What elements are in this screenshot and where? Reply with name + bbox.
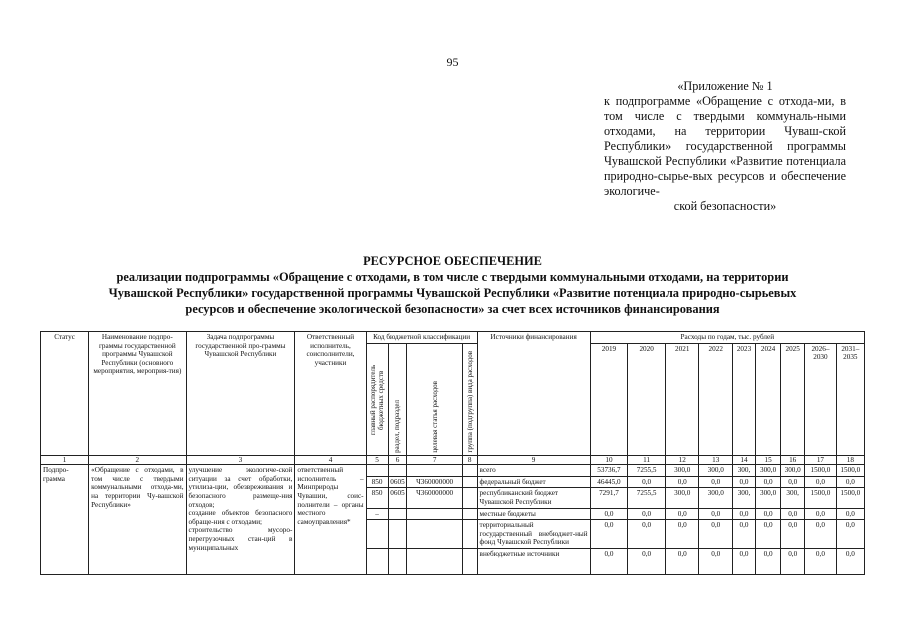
code-cell [462,476,477,488]
header-code-sub1: главный распорядитель бюджетных средств [366,343,388,455]
value-cell: 300,0 [756,488,781,508]
header-year: 2019 [590,343,628,455]
value-cell: 1500,0 [805,488,836,508]
value-cell: 0,0 [756,548,781,574]
table-row [41,465,865,477]
document-title [40,253,865,317]
column-number: 9 [477,455,590,465]
status-cell: Подпро-грамма [41,465,89,575]
value-cell: 0,0 [781,548,805,574]
appendix-last-line: ской безопасности» [673,199,777,213]
column-number: 14 [732,455,755,465]
task-line-2: создание объектов безопасного обраще-ния с отходами; [188,509,293,526]
value-cell: 0,0 [756,476,781,488]
header-year: 2021 [665,343,699,455]
column-number: 3 [186,455,295,465]
code-cell [366,520,388,549]
header-budget-code: Код бюджетной классификации [366,332,477,344]
value-cell: 0,0 [590,520,628,549]
source-cell: всего [477,465,590,477]
code-cell: 0605 [388,488,407,508]
header-sources: Источники финансирования [477,332,590,456]
code-cell [366,465,388,477]
code-cell [388,508,407,520]
code-cell [462,548,477,574]
code-cell [366,548,388,574]
code-cell [462,465,477,477]
value-cell: 0,0 [590,548,628,574]
header-year: 2025 [781,343,805,455]
source-cell: внебюджетные источники [477,548,590,574]
value-cell: 0,0 [805,476,836,488]
value-cell: 0,0 [732,476,755,488]
code-cell: 0605 [388,476,407,488]
header-year: 2031–2035 [836,343,864,455]
value-cell: 300,0 [781,465,805,477]
code-cell [388,520,407,549]
header-status: Статус [41,332,89,456]
value-cell: 0,0 [805,508,836,520]
value-cell: 0,0 [756,508,781,520]
value-cell: 0,0 [665,520,699,549]
source-cell: территориальный государственный внебюджет-ный фонд Чувашской Республики [477,520,590,549]
value-cell: 1500,0 [836,488,864,508]
source-cell: республиканский бюджет Чувашской Республики [477,488,590,508]
value-cell: 0,0 [628,508,666,520]
value-cell: 53736,7 [590,465,628,477]
value-cell: 0,0 [756,520,781,549]
column-number: 17 [805,455,836,465]
header-name: Наименование подпро-граммы государственной программы Чувашской Республики (основного мероприятия, мероприя-тия) [89,332,186,456]
value-cell: 0,0 [805,548,836,574]
code-cell: Ч360000000 [407,488,462,508]
code-cell [407,548,462,574]
header-code-sub2: раздел, подраздел [388,343,407,455]
value-cell: 0,0 [781,508,805,520]
title-main: РЕСУРСНОЕ ОБЕСПЕЧЕНИЕ [363,254,542,268]
column-number: 7 [407,455,462,465]
value-cell: 0,0 [732,548,755,574]
source-cell: местные бюджеты [477,508,590,520]
code-cell: – [366,508,388,520]
code-cell [462,520,477,549]
value-cell: 0,0 [781,520,805,549]
header-executor: Ответственный исполнитель, соисполнители, участники [295,332,366,456]
header-year: 2022 [699,343,733,455]
column-number: 5 [366,455,388,465]
title-line-1: реализации подпрограммы «Обращение с отходами, в том числе с твердыми коммунальными отходами, на территории [116,270,789,284]
column-number: 2 [89,455,186,465]
executor-cell: ответственный исполнитель – Минприроды Чувашии, соис-полнители – органы местного самоуправления* [295,465,366,575]
program-name-cell: «Обращение с отходами, в том числе с твердыми коммунальными отхода-ми, на территории Чу-вашской Республики» [89,465,186,575]
value-cell: 0,0 [732,508,755,520]
task-line-1: улучшение экологиче-ской ситуации за счет обработки, утилиза-ции, обезвреживания и безопасного размеще-ния отходов; [188,466,293,509]
value-cell: 0,0 [836,548,864,574]
column-number: 10 [590,455,628,465]
task-line-3: строительство мусоро-перегрузочных стан-ций в муниципальных [188,526,293,552]
header-task: Задача подпрограммы государственной про-граммы Чувашской Республики [186,332,295,456]
code-cell [388,548,407,574]
title-line-2: Чувашской Республики» государственной программы Чувашской Республики «Развитие потенциала природно-сырьевых [108,286,797,300]
column-number-row [41,455,865,465]
page-number: 95 [446,55,459,69]
code-cell [462,488,477,508]
value-cell: 0,0 [699,476,733,488]
appendix-heading: «Приложение № 1 [677,79,773,93]
value-cell: 300,0 [665,465,699,477]
column-number: 13 [699,455,733,465]
value-cell: 0,0 [628,520,666,549]
header-code-sub3: целевая статья расходов [407,343,462,455]
value-cell: 300,0 [699,465,733,477]
value-cell: 0,0 [699,508,733,520]
value-cell: 0,0 [836,520,864,549]
value-cell: 46445,0 [590,476,628,488]
code-cell: 850 [366,488,388,508]
code-cell [462,508,477,520]
value-cell: 0,0 [781,476,805,488]
code-cell [388,465,407,477]
value-cell: 300,0 [756,465,781,477]
code-cell [407,520,462,549]
value-cell: 0,0 [665,548,699,574]
value-cell: 300,0 [699,488,733,508]
value-cell: 0,0 [665,508,699,520]
header-year: 2023 [732,343,755,455]
value-cell: 0,0 [732,520,755,549]
header-year: 2026–2030 [805,343,836,455]
code-cell [407,508,462,520]
value-cell: 0,0 [805,520,836,549]
value-cell: 300, [732,488,755,508]
code-cell [407,465,462,477]
header-row-1 [41,332,865,344]
column-number: 12 [665,455,699,465]
value-cell: 0,0 [665,476,699,488]
value-cell: 7255,5 [628,465,666,477]
value-cell: 0,0 [590,508,628,520]
column-number: 16 [781,455,805,465]
header-year: 2024 [756,343,781,455]
column-number: 1 [41,455,89,465]
column-number: 4 [295,455,366,465]
value-cell: 0,0 [628,476,666,488]
value-cell: 7291,7 [590,488,628,508]
value-cell: 300, [732,465,755,477]
value-cell: 0,0 [836,476,864,488]
resource-table [40,331,865,575]
column-number: 8 [462,455,477,465]
value-cell: 0,0 [699,520,733,549]
value-cell: 300,0 [665,488,699,508]
column-number: 15 [756,455,781,465]
value-cell: 1500,0 [805,465,836,477]
value-cell: 0,0 [699,548,733,574]
column-number: 11 [628,455,666,465]
title-line-3: ресурсов и обеспечение экологической безопасности» за счет всех источников финансирования [185,302,720,316]
appendix-body: к подпрограмме «Обращение с отхода-ми, в том числе с твердыми коммуналь-ными отходами, на территории Чуваш-ской Республики» государственной программы Чувашской Республики «Развитие потенциала природно-сырье-вых ресурсов и обеспечение экологиче- [604,94,846,198]
value-cell: 300, [781,488,805,508]
appendix-note [604,79,846,214]
value-cell: 0,0 [836,508,864,520]
value-cell: 7255,5 [628,488,666,508]
code-cell: Ч360000000 [407,476,462,488]
header-code-sub4: группа (подгруппа) вида расходов [462,343,477,455]
header-year: 2020 [628,343,666,455]
column-number: 6 [388,455,407,465]
value-cell: 1500,0 [836,465,864,477]
value-cell: 0,0 [628,548,666,574]
header-expenses: Расходы по годам, тыс. рублей [590,332,864,344]
column-number: 18 [836,455,864,465]
code-cell: 850 [366,476,388,488]
source-cell: федеральный бюджет [477,476,590,488]
task-cell [186,465,295,575]
